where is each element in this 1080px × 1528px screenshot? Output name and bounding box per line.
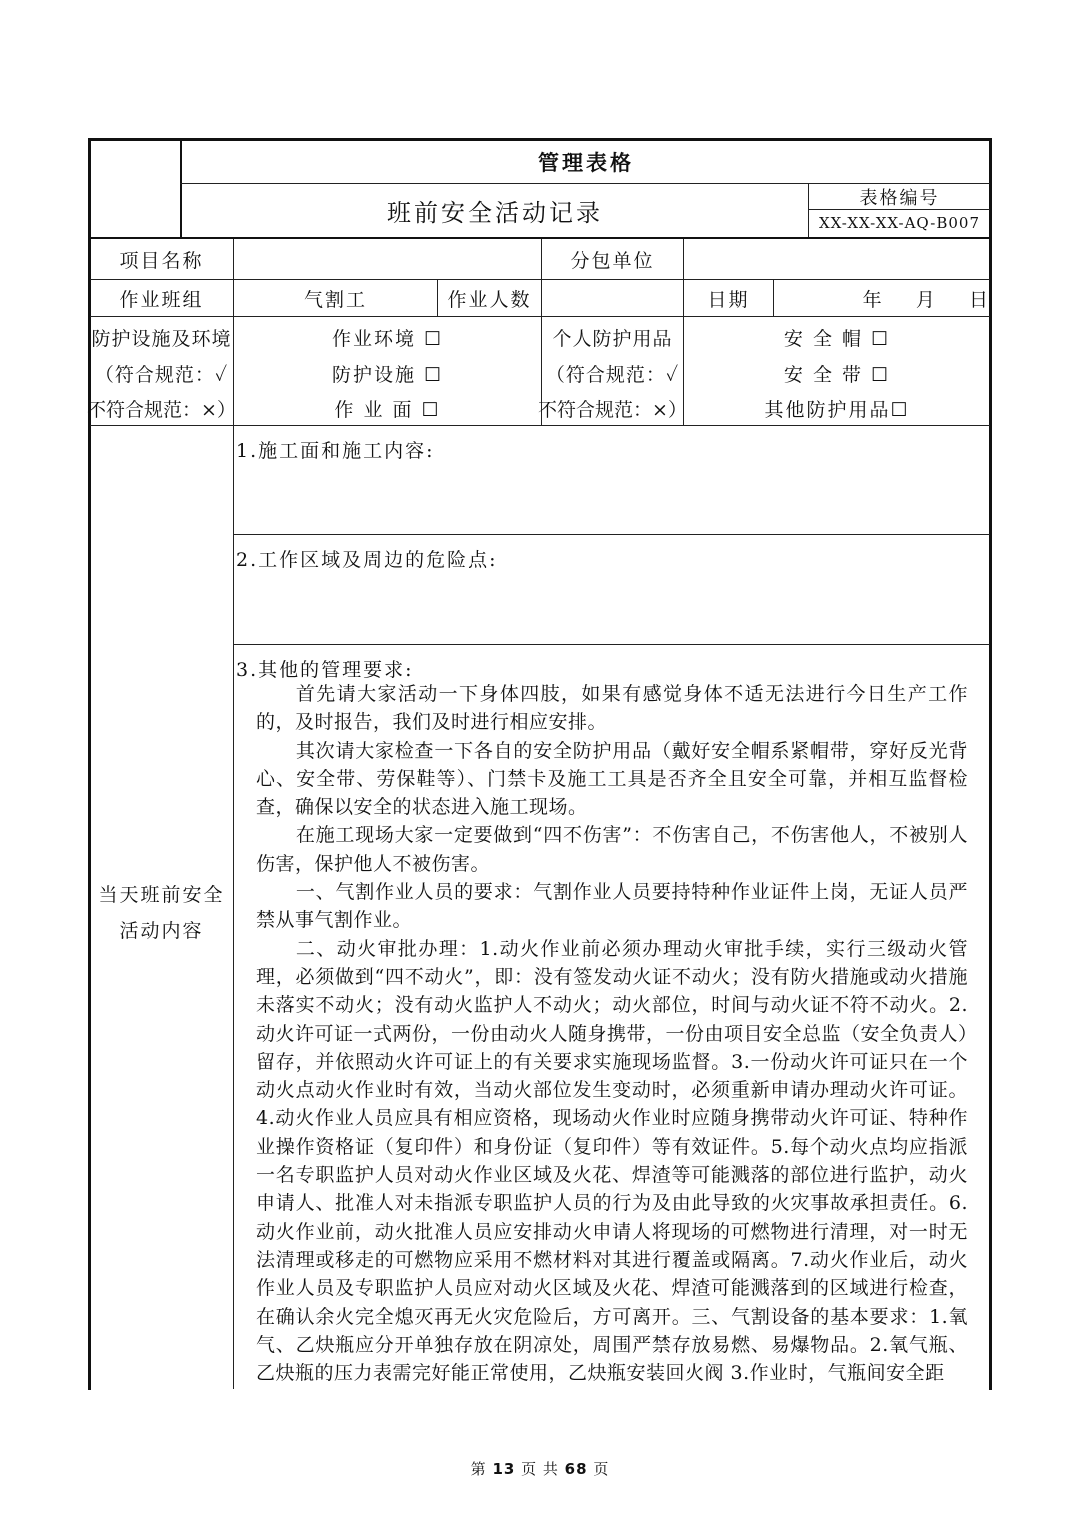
paragraph-2: 其次请大家检查一下各自的安全防护用品（戴好安全帽系紧帽带，穿好反光背心、安全带、劳保鞋等）、门禁卡及施工工具是否齐全且安全可靠，并相互监督检查，确保以安全的状态进入施工现场。 [256,739,968,819]
protection-label-line3: 不符合规范：×） [87,398,236,421]
paragraph-4: 一、气割作业人员的要求：气割作业人员要持特种作业证件上岗，无证人员严禁从事气割作业。 [256,881,968,932]
management-form-heading: 管理表格 [538,151,634,175]
protection-label-line1: 防护设施及环境 [91,327,232,350]
management-requirements-text [256,680,968,1387]
project-name-label: 项目名称 [119,250,204,272]
work-environment-checkbox[interactable]: 作业环境 ☐ [331,327,444,350]
project-name-field[interactable] [234,240,541,279]
page-footer [0,1458,1080,1479]
section1-bottom-line [234,534,990,535]
subcontractor-field[interactable] [684,240,990,279]
row2-bottom-line [90,316,990,317]
work-surface-checkbox[interactable]: 作 业 面 ☐ [334,398,441,421]
worker-count-field[interactable] [542,281,683,316]
date-field[interactable]: 年 月 日 [862,289,990,311]
row3-bottom-line [90,425,990,426]
activity-label-line2: 活动内容 [119,919,204,942]
form-title: 班前安全活动记录 [387,199,603,227]
safety-belt-checkbox[interactable]: 安 全 带 ☐ [783,363,891,386]
section2-heading: 2.工作区域及周边的危险点: [236,549,498,571]
team-value[interactable]: 气割工 [303,289,367,311]
footer-page-number: 13 [492,1460,516,1478]
date-label: 日期 [707,289,750,311]
protection-label-line2: （符合规范：✓ [94,363,229,386]
footer-total-pages: 68 [564,1460,588,1478]
footer-prefix: 第 [470,1460,487,1478]
section1-heading: 1.施工面和施工内容: [236,440,435,462]
form-number-label: 表格编号 [859,187,940,209]
paragraph-3: 在施工现场大家一定要做到“四不伤害”：不伤害自己，不伤害他人，不被别人伤害，保护他人不被伤害。 [256,824,968,875]
section3-heading: 3.其他的管理要求: [236,659,414,681]
ppe-label-line1: 个人防护用品 [552,327,673,350]
worker-count-label: 作业人数 [447,289,532,311]
footer-middle: 页 共 [521,1460,559,1478]
helmet-checkbox[interactable]: 安 全 帽 ☐ [783,327,891,350]
paragraph-1: 首先请大家活动一下身体四肢，如果有感觉身体不适无法进行今日生产工作的，及时报告，我们及时进行相应安排。 [256,683,968,734]
section2-bottom-line [234,644,990,645]
subcontractor-label: 分包单位 [570,250,655,272]
footer-suffix: 页 [593,1460,610,1478]
form-number-value: XX-XX-XX-AQ-B007 [818,214,980,232]
row1-bottom-line [90,279,990,280]
ppe-label-line3: 不符合规范：×） [538,398,687,421]
team-label: 作业班组 [119,289,204,311]
activity-label-line1: 当天班前安全 [98,883,225,906]
paragraph-5: 二、动火审批办理：1.动火作业前必须办理动火审批手续，实行三级动火管理，必须做到“四不动火”，即：没有签发动火证不动火；没有防火措施或动火措施未落实不动火；没有动火监护人不动火；动火部位，时间与动火证不符不动火。2.动火许可证一式两份，一份由动火人随身携带，一份由项目安全总监（安全负责人）留存，并依照动火许可证上的有关要求实施现场监督。3.一份动火许可证只在一个动火点动火作业时有效，当动火部位发生变动时，必须重新申请办理动火许可证。4.动火作业人员应具有相应资格，现场动火作业时应随身携带动火许可证、特种作业操作资格证（复印件）和身份证（复印件）等有效证件。5.每个动火点均应指派一名专职监护人员对动火作业区域及火花、焊渣等可能溅落的部位进行监护，动火申请人、批准人对未指派专职监护人员的行为及由此导致的火灾事故承担责任。6.动火作业前，动火批准人员应安排动火申请人将现场的可燃物进行清理，对一时无法清理或移走的可燃物应采用不燃材料对其进行覆盖或隔离。7.动火作业后，动火作业人员及专职监护人员应对动火区域及火花、焊渣可能溅落到的区域进行检查，在确认余火完全熄灭再无火灾危险后，方可离开。三、气割设备的基本要求：1.氧气、乙炔瓶应分开单独存放在阴凉处，周围严禁存放易燃、易爆物品。2.氧气瓶、乙炔瓶的压力表需完好能正常使用，乙炔瓶安装回火阀 3.作业时，气瓶间安全距 [256,937,969,1385]
ppe-label-line2: （符合规范：✓ [545,363,680,386]
protective-facility-checkbox[interactable]: 防护设施 ☐ [331,363,444,386]
header-bottom-line [90,237,990,239]
other-ppe-checkbox[interactable]: 其他防护用品☐ [764,398,910,421]
